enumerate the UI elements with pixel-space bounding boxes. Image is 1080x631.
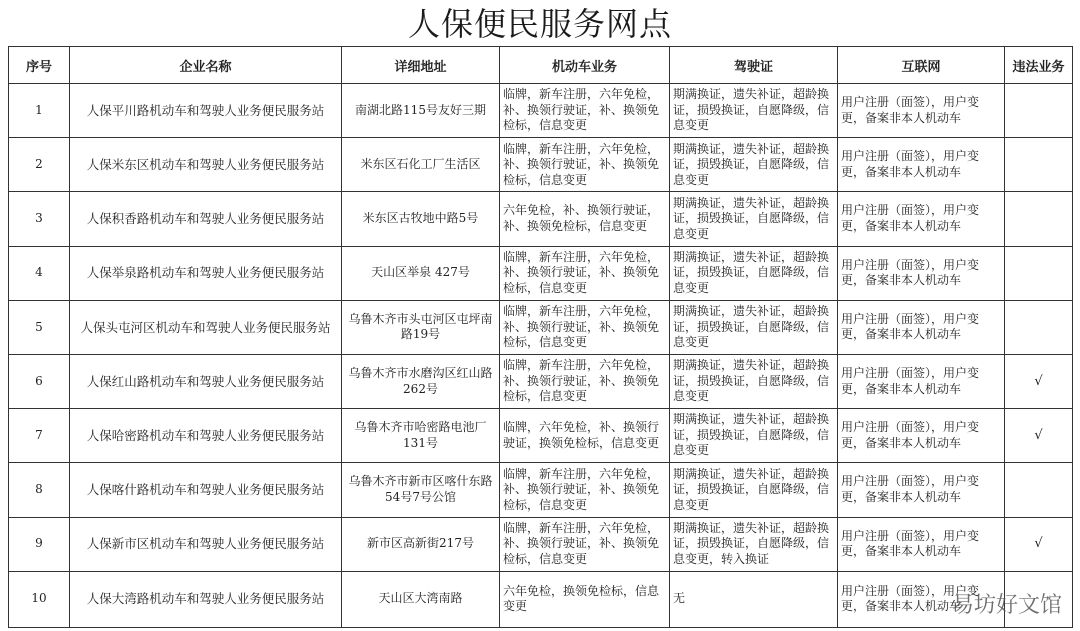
cell-violation-check — [1005, 84, 1073, 138]
table-row — [9, 138, 1073, 192]
cell-no: 9 — [9, 517, 70, 571]
cell-internet-business: 用户注册（面签），用户变更，备案非本人机动车 — [838, 409, 1005, 463]
cell-company-name: 人保积香路机动车和驾驶人业务便民服务站 — [70, 192, 342, 246]
cell-address: 南湖北路115号友好三期 — [342, 84, 500, 138]
cell-no: 2 — [9, 138, 70, 192]
table-row — [9, 354, 1073, 408]
cell-internet-business: 用户注册（面签），用户变更，备案非本人机动车 — [838, 354, 1005, 408]
cell-address: 乌鲁木齐市头屯河区屯坪南路19号 — [342, 300, 500, 354]
header-no: 序号 — [9, 47, 70, 84]
cell-license-business: 期满换证，遗失补证，超龄换证，损毁换证，自愿降级，信息变更，转入换证 — [670, 517, 838, 571]
cell-internet-business: 用户注册（面签），用户变更，备案非本人机动车 — [838, 84, 1005, 138]
table-row — [9, 463, 1073, 517]
cell-company-name: 人保红山路机动车和驾驶人业务便民服务站 — [70, 354, 342, 408]
cell-license-business: 期满换证，遗失补证，超龄换证，损毁换证，自愿降级，信息变更 — [670, 463, 838, 517]
cell-license-business: 期满换证，遗失补证，超龄换证，损毁换证，自愿降级，信息变更 — [670, 246, 838, 300]
table-row — [9, 517, 1073, 571]
cell-vehicle-business: 临牌，新车注册，六年免检，补、换领行驶证，补、换领免检标，信息变更 — [500, 138, 670, 192]
cell-license-business: 无 — [670, 571, 838, 627]
cell-vehicle-business: 临牌，新车注册，六年免检，补、换领行驶证，补、换领免检标，信息变更 — [500, 354, 670, 408]
cell-company-name: 人保新市区机动车和驾驶人业务便民服务站 — [70, 517, 342, 571]
cell-company-name: 人保头屯河区机动车和驾驶人业务便民服务站 — [70, 300, 342, 354]
cell-no: 3 — [9, 192, 70, 246]
cell-vehicle-business: 六年免检，换领免检标，信息变更 — [500, 571, 670, 627]
cell-license-business: 期满换证，遗失补证，超龄换证，损毁换证，自愿降级，信息变更 — [670, 354, 838, 408]
cell-vehicle-business: 临牌，新车注册，六年免检，补、换领行驶证，补、换领免检标，信息变更 — [500, 517, 670, 571]
header-internet: 互联网 — [838, 47, 1005, 84]
cell-license-business: 期满换证，遗失补证，超龄换证，损毁换证，自愿降级，信息变更 — [670, 300, 838, 354]
cell-internet-business: 用户注册（面签），用户变更，备案非本人机动车 — [838, 300, 1005, 354]
table-row — [9, 409, 1073, 463]
cell-no: 10 — [9, 571, 70, 627]
header-vehicle: 机动车业务 — [500, 47, 670, 84]
header-address: 详细地址 — [342, 47, 500, 84]
header-name: 企业名称 — [70, 47, 342, 84]
table-row — [9, 84, 1073, 138]
table-row — [9, 300, 1073, 354]
cell-violation-check: √ — [1005, 409, 1073, 463]
cell-vehicle-business: 临牌，新车注册，六年免检，补、换领行驶证，补、换领免检标，信息变更 — [500, 84, 670, 138]
cell-internet-business: 用户注册（面签），用户变更，备案非本人机动车 — [838, 192, 1005, 246]
cell-vehicle-business: 临牌，六年免检，补、换领行驶证，换领免检标，信息变更 — [500, 409, 670, 463]
header-license: 驾驶证 — [670, 47, 838, 84]
page-title: 人保便民服务网点 — [407, 5, 672, 43]
cell-license-business: 期满换证，遗失补证，超龄换证，损毁换证，自愿降级，信息变更 — [670, 409, 838, 463]
cell-no: 1 — [9, 84, 70, 138]
cell-internet-business: 用户注册（面签），用户变更，备案非本人机动车 — [838, 138, 1005, 192]
cell-address: 米东区古牧地中路5号 — [342, 192, 500, 246]
cell-company-name: 人保米东区机动车和驾驶人业务便民服务站 — [70, 138, 342, 192]
cell-company-name: 人保大湾路机动车和驾驶人业务便民服务站 — [70, 571, 342, 627]
cell-address: 乌鲁木齐市水磨沟区红山路262号 — [342, 354, 500, 408]
table-row — [9, 192, 1073, 246]
table-row — [9, 246, 1073, 300]
cell-vehicle-business: 临牌，新车注册，六年免检，补、换领行驶证，补、换领免检标，信息变更 — [500, 246, 670, 300]
watermark: 易坊好文馆 — [951, 593, 1062, 618]
cell-violation-check: √ — [1005, 517, 1073, 571]
cell-violation-check — [1005, 192, 1073, 246]
cell-no: 8 — [9, 463, 70, 517]
cell-company-name: 人保喀什路机动车和驾驶人业务便民服务站 — [70, 463, 342, 517]
table-header-row — [9, 47, 1073, 84]
cell-license-business: 期满换证，遗失补证，超龄换证，损毁换证，自愿降级，信息变更 — [670, 138, 838, 192]
cell-internet-business: 用户注册（面签），用户变更，备案非本人机动车 — [838, 517, 1005, 571]
cell-license-business: 期满换证，遗失补证，超龄换证，损毁换证，自愿降级，信息变更 — [670, 192, 838, 246]
cell-company-name: 人保平川路机动车和驾驶人业务便民服务站 — [70, 84, 342, 138]
cell-vehicle-business: 临牌，新车注册，六年免检，补、换领行驶证，补、换领免检标，信息变更 — [500, 300, 670, 354]
cell-address: 乌鲁木齐市新市区喀什东路54号7号公馆 — [342, 463, 500, 517]
service-points-table — [8, 46, 1073, 628]
cell-no: 7 — [9, 409, 70, 463]
cell-internet-business: 用户注册（面签），用户变更，备案非本人机动车 — [838, 246, 1005, 300]
cell-vehicle-business: 六年免检，补、换领行驶证，补、换领免检标，信息变更 — [500, 192, 670, 246]
cell-violation-check — [1005, 300, 1073, 354]
header-violation: 违法业务 — [1005, 47, 1073, 84]
cell-company-name: 人保举泉路机动车和驾驶人业务便民服务站 — [70, 246, 342, 300]
cell-violation-check — [1005, 246, 1073, 300]
table-row — [9, 571, 1073, 627]
cell-address: 天山区大湾南路 — [342, 571, 500, 627]
cell-internet-business: 用户注册（面签），用户变更，备案非本人机动车 — [838, 571, 1005, 627]
cell-violation-check: √ — [1005, 354, 1073, 408]
cell-license-business: 期满换证，遗失补证，超龄换证，损毁换证，自愿降级，信息变更 — [670, 84, 838, 138]
cell-address: 米东区石化工厂生活区 — [342, 138, 500, 192]
cell-violation-check — [1005, 463, 1073, 517]
cell-vehicle-business: 临牌，新车注册，六年免检，补、换领行驶证，补、换领免检标，信息变更 — [500, 463, 670, 517]
cell-address: 乌鲁木齐市哈密路电池厂131号 — [342, 409, 500, 463]
cell-address: 新市区高新街217号 — [342, 517, 500, 571]
cell-company-name: 人保哈密路机动车和驾驶人业务便民服务站 — [70, 409, 342, 463]
cell-internet-business: 用户注册（面签），用户变更，备案非本人机动车 — [838, 463, 1005, 517]
cell-no: 5 — [9, 300, 70, 354]
cell-violation-check — [1005, 138, 1073, 192]
table-body — [9, 84, 1073, 628]
cell-no: 6 — [9, 354, 70, 408]
cell-no: 4 — [9, 246, 70, 300]
cell-address: 天山区举泉 427号 — [342, 246, 500, 300]
